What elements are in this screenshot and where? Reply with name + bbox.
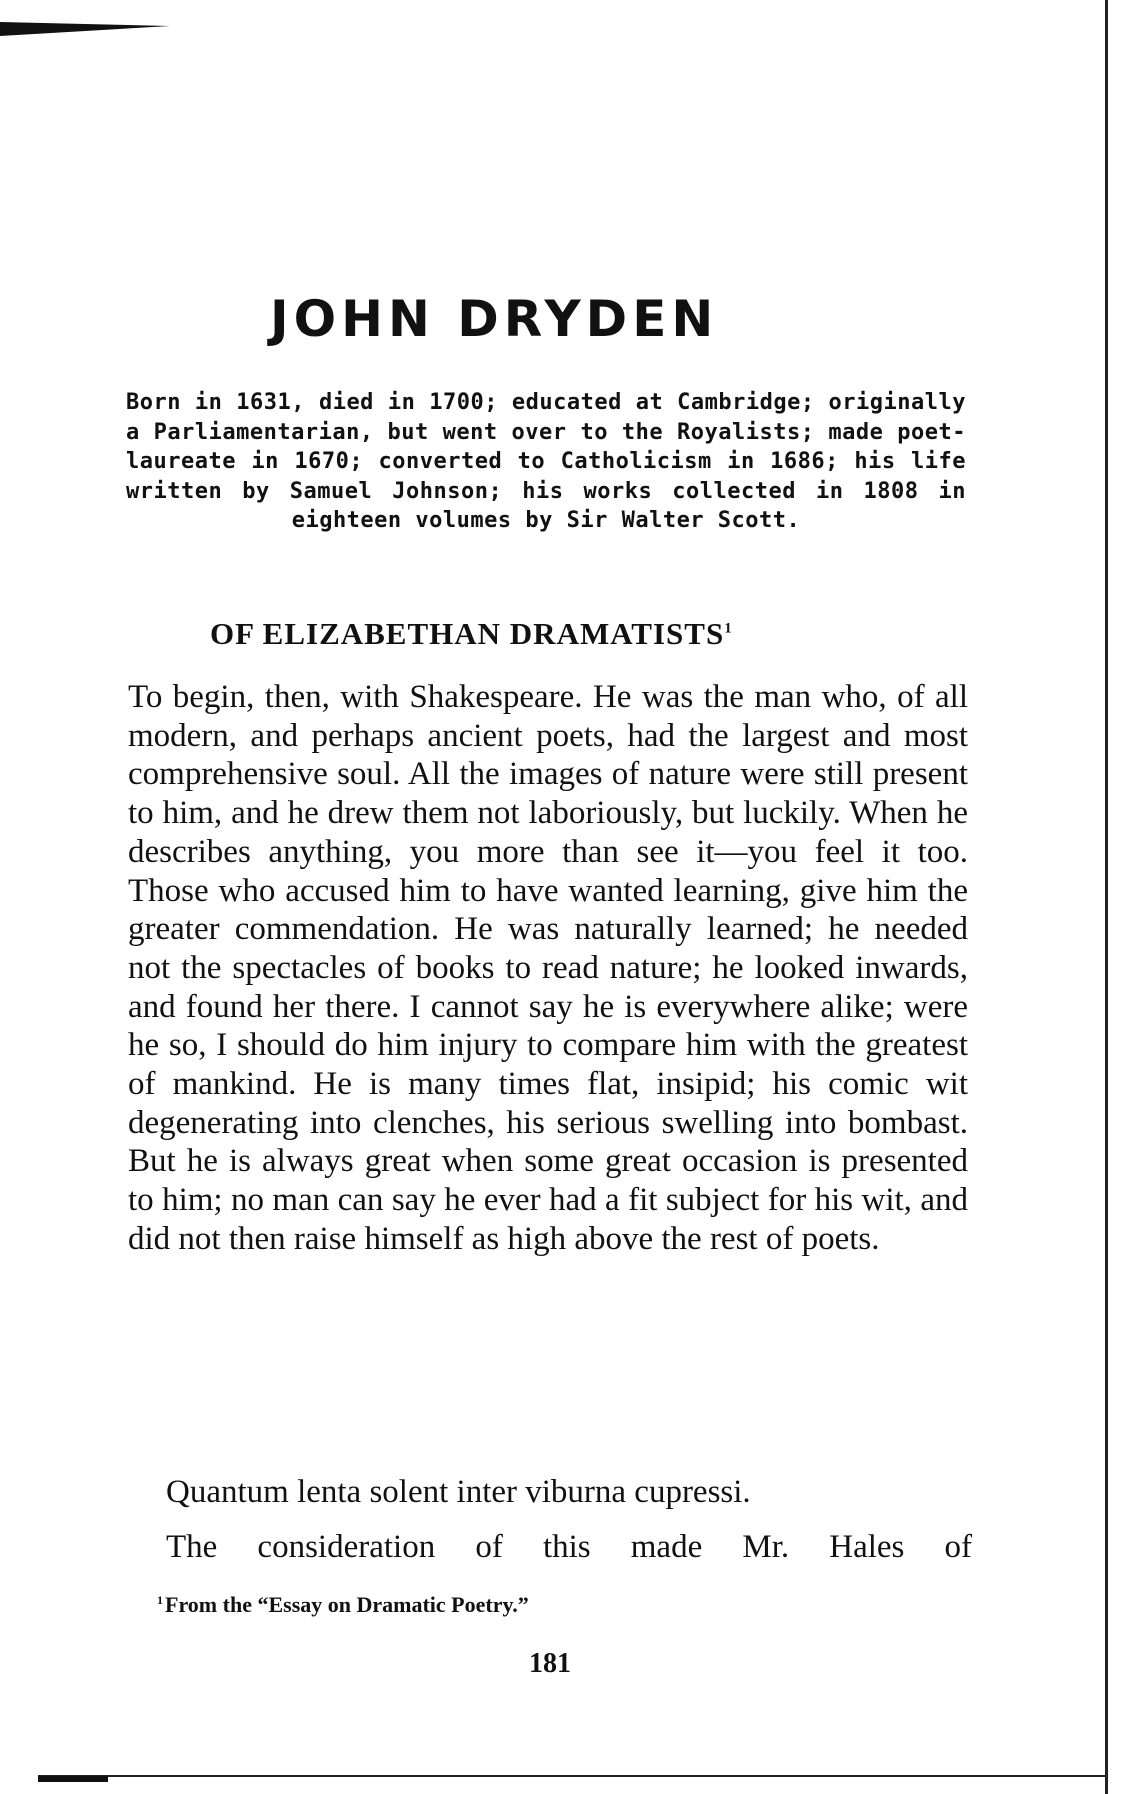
page-edge-mark [0,22,170,36]
footnote-marker: 1 [157,1592,163,1607]
author-title: JOHN DRYDEN [270,290,719,348]
body-paragraph: To begin, then, with Shakespeare. He was the man who, of all modern, and perhaps ancient poets, had the largest and most comprehensive soul. All the images of nature were still present to him, and he drew them not laboriously, but luckily. When he describes anything, you more than see it—you feel it too. Those who accused him to have wanted learning, give him the greater commendation. He was naturally learned; he needed not the spectacles of books to read nature; he looked inwards, and found her there. I cannot say he is everywhere alike; were he so, I should do him injury to compare him with the greatest of mankind. He is many times flat, insipid; his comic wit degenerating into clenches, his serious swelling into bombast. But he is always great when some great occasion is presented to him; no man can say he ever had a fit subject for his wit, and did not then raise himself as high above the rest of poets. [128,679,968,1257]
author-biography: Born in 1631, died in 1700; educated at Cambridge; originally a Parliamentarian, but went over to the Royalists; made poet-laureate in 1670; converted to Catholicism in 1686; his life written by Samuel Johnson; his works collected in 1808 in eighteen volumes by Sir Walter Scott. [126,390,966,533]
section-heading [210,616,733,652]
continuation-line: The consideration of this made Mr. Hales of [166,1529,972,1565]
footnote-reference: 1 [724,620,733,637]
footnote [157,1592,529,1618]
page-number: 181 [529,1648,571,1679]
page-right-edge [1105,0,1108,1794]
section-heading-text: OF ELIZABETHAN DRAMATISTS [210,616,725,651]
page-bottom-edge-mark [38,1776,108,1782]
latin-quotation: Quantum lenta solent inter viburna cupressi. [166,1474,751,1510]
page-bottom-edge [38,1775,1106,1777]
footnote-text: From the “Essay on Dramatic Poetry.” [165,1592,529,1617]
